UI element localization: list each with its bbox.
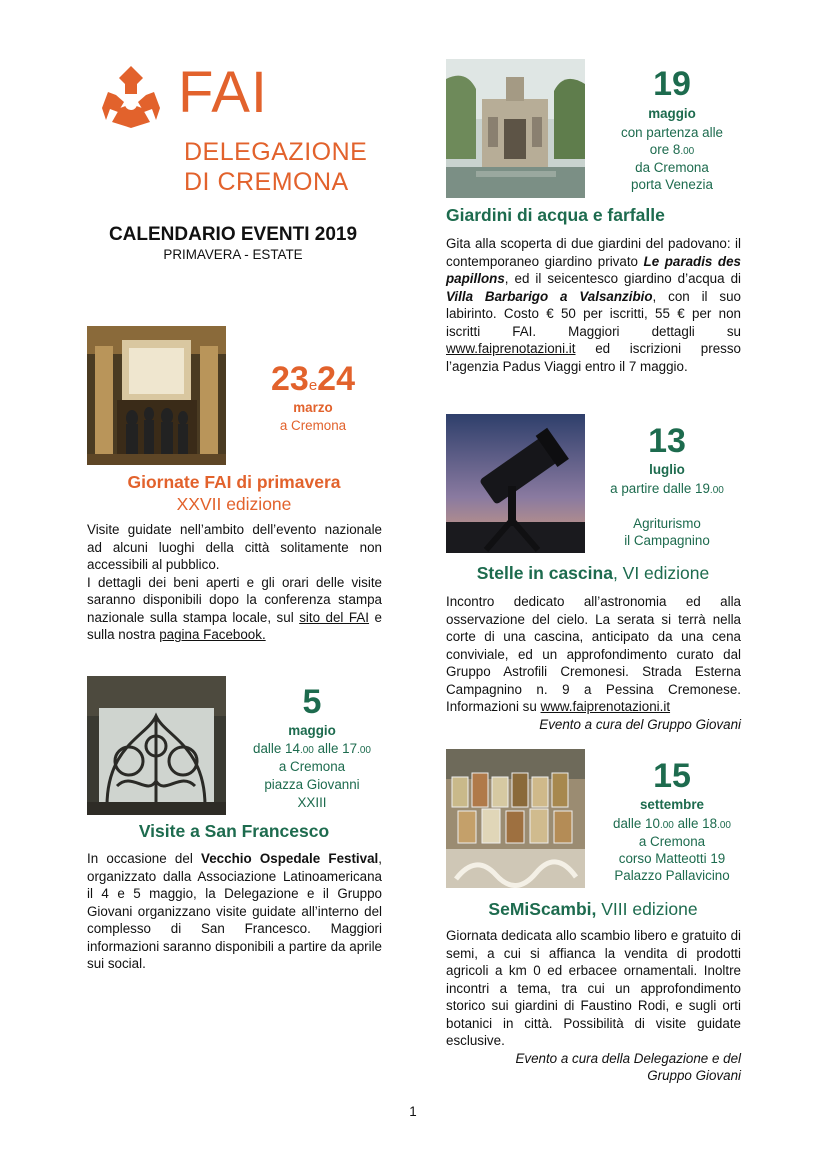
event-2-festival-name: Vecchio Ospedale Festival	[201, 851, 379, 866]
event-4-time-from: a partire dalle 19	[610, 481, 710, 496]
event-1-subtitle: XXVII edizione	[176, 494, 292, 514]
event-4-title-rest: , VI edizione	[612, 563, 710, 583]
event-1-day-1: 23	[271, 360, 309, 398]
event-3-hour-min: .00	[680, 146, 695, 157]
photo-palace-hall	[87, 326, 226, 465]
event-2-time-from-min: .00	[299, 745, 314, 756]
event-1-text-a: I dettagli dei beni aperti e gli orari delle visite saranno disponibili dopo la conferenza stampa nazionale sulla stampa locale, sul	[87, 574, 382, 625]
event-5-time-from-min: .00	[659, 820, 674, 831]
event-1-title: Giornate FAI di primavera	[127, 472, 341, 492]
event-2-text-1: In occasione del	[87, 851, 202, 866]
event-5-time-to: alle 18	[673, 816, 718, 831]
event-3-text-1: Gita alla scoperta di due giardini del padovano: il contemporaneo giardino privato	[446, 236, 741, 269]
event-3-text-2: , ed il seicentesco giardino d’acqua di	[504, 271, 741, 286]
event-3-title: Giardini di acqua e farfalle	[446, 205, 665, 225]
fai-emblem-icon	[98, 64, 164, 130]
event-4-description	[446, 593, 741, 733]
event-3-line-4: porta Venezia	[631, 177, 713, 192]
event-5-place-3: Palazzo Pallavicino	[614, 868, 730, 883]
event-4-month: luglio	[649, 462, 685, 477]
event-5-title	[440, 899, 746, 920]
event-1-place: a Cremona	[279, 418, 347, 433]
logo-line-1: DELEGAZIONE	[184, 138, 368, 166]
event-3-month: maggio	[648, 106, 696, 121]
event-1-paragraph-2	[87, 574, 382, 644]
event-2-text-2: , organizzato dalla Associazione Latinoamericana il 4 e 5 maggio, la Delegazione e il Gruppo Giovani organizzano visite guidate all’interno del complesso di San Francesco. Maggiori informazioni saranno disponibili a partire da aprile sui social.	[87, 851, 382, 971]
logo-line-2: DI CREMONA	[184, 168, 349, 196]
event-4-text-1: Incontro dedicato all’astronomia ed alla osservazione del cielo. La serata si terrà nella corte di una cascina, anticipato da una cena conviviale, ed un approfondimento curato dal Gruppo Astrofili Cremonesi. Strada Esterna Campagnino n. 9 a Pessina Cremonese. Informazioni su	[446, 594, 741, 714]
event-2-time	[222, 740, 402, 759]
event-4-place-1: Agriturismo	[633, 516, 701, 531]
event-5-credit-1: Evento a cura della Delegazione e del	[515, 1050, 741, 1066]
event-2-month: maggio	[288, 723, 336, 738]
event-2-title: Visite a San Francesco	[138, 821, 330, 841]
event-1-conj: e	[308, 377, 318, 394]
photo-wrought-iron-gate	[87, 676, 226, 815]
photo-villa-garden	[446, 59, 585, 198]
event-4-credit: Evento a cura del Gruppo Giovani	[539, 716, 741, 732]
page-number: 1	[409, 1104, 417, 1119]
event-5-time	[582, 815, 762, 834]
event-5-title-rest: VIII edizione	[596, 899, 698, 919]
faiprenotazioni-link-2[interactable]: www.faiprenotazioni.it	[540, 699, 671, 714]
event-3-day: 19	[653, 65, 691, 103]
fai-logo	[98, 60, 378, 199]
event-2-day: 5	[302, 683, 322, 721]
event-3-garden-1: Le paradis des papillons	[446, 253, 741, 286]
event-5-time-from: dalle 10	[613, 816, 660, 831]
event-5-description	[446, 927, 741, 1085]
event-2-description	[87, 850, 382, 973]
event-3-line-2	[582, 141, 762, 160]
event-5-place-1: a Cremona	[638, 834, 706, 849]
event-5-month: settembre	[639, 797, 704, 812]
event-5-title-bold: SeMiScambi,	[488, 899, 597, 919]
logo-brand: FAI	[178, 60, 269, 125]
page-subtitle: PRIMAVERA - ESTATE	[163, 247, 303, 262]
event-2-time-from: dalle 14	[253, 741, 300, 756]
event-2-place-3: XXIII	[297, 795, 327, 810]
event-2-place-2: piazza Giovanni	[264, 777, 360, 792]
event-3-line-3: da Cremona	[635, 160, 709, 175]
event-4-title	[440, 563, 746, 584]
event-5-time-to-min: .00	[717, 820, 731, 831]
event-2-place-1: a Cremona	[278, 759, 346, 774]
event-4-place-2: il Campagnino	[624, 533, 710, 548]
event-1-text-b: e sulla nostra	[87, 609, 382, 642]
event-1-day-2: 24	[317, 360, 355, 398]
event-4-time	[577, 480, 757, 499]
event-4-time-from-min: .00	[709, 485, 724, 496]
event-1-description	[87, 521, 382, 644]
event-3-description	[446, 235, 741, 375]
event-5-place-2: corso Matteotti 19	[618, 851, 726, 866]
photo-telescope	[446, 414, 585, 553]
event-3-text-3: , con il suo labirinto. Costo € 50 per iscritti, 55 € per non iscritti FAI. Maggiori dettagli su	[446, 288, 741, 339]
event-1-paragraph-1: Visite guidate nell’ambito dell’evento nazionale ad alcuni luoghi della città solitamente non accessibili al pubblico.	[87, 522, 382, 572]
event-5-credit-2: Gruppo Giovani	[647, 1068, 741, 1083]
event-2-time-to-min: .00	[357, 745, 371, 756]
event-3-garden-2: Villa Barbarigo a Valsanzibio	[446, 288, 653, 304]
facebook-page-link[interactable]: pagina Facebook.	[159, 627, 266, 642]
fai-site-link[interactable]: sito del FAI	[299, 609, 370, 625]
event-5-text-1: Giornata dedicata allo scambio libero e gratuito di semi, a cui si affianca la vendita di prodotti agricoli a km 0 ed erbacee ornamentali. Inoltre incontri a tema, tra cui un approfondimento storico sui giardini di Faustino Rodi, e sugli orti botanici in città. Possibilità di visite guidate esclusive.	[446, 928, 741, 1048]
faiprenotazioni-link-1[interactable]: www.faiprenotazioni.it	[446, 341, 576, 356]
event-4-day: 13	[648, 422, 686, 460]
event-4-title-bold: Stelle in cascina	[476, 563, 613, 583]
photo-seed-jars	[446, 749, 585, 888]
event-1-dates	[258, 360, 368, 405]
page-title: CALENDARIO EVENTI 2019	[108, 224, 358, 245]
event-2-time-to: alle 17	[313, 741, 358, 756]
event-3-hour: ore 8	[649, 142, 681, 157]
event-5-day: 15	[653, 757, 691, 795]
event-1-month: marzo	[293, 400, 333, 415]
event-3-line-1: con partenza alle	[621, 125, 723, 140]
event-3-text-4: ed iscrizioni presso l’agenzia Padus Viaggi entro il 7 maggio.	[446, 341, 741, 374]
